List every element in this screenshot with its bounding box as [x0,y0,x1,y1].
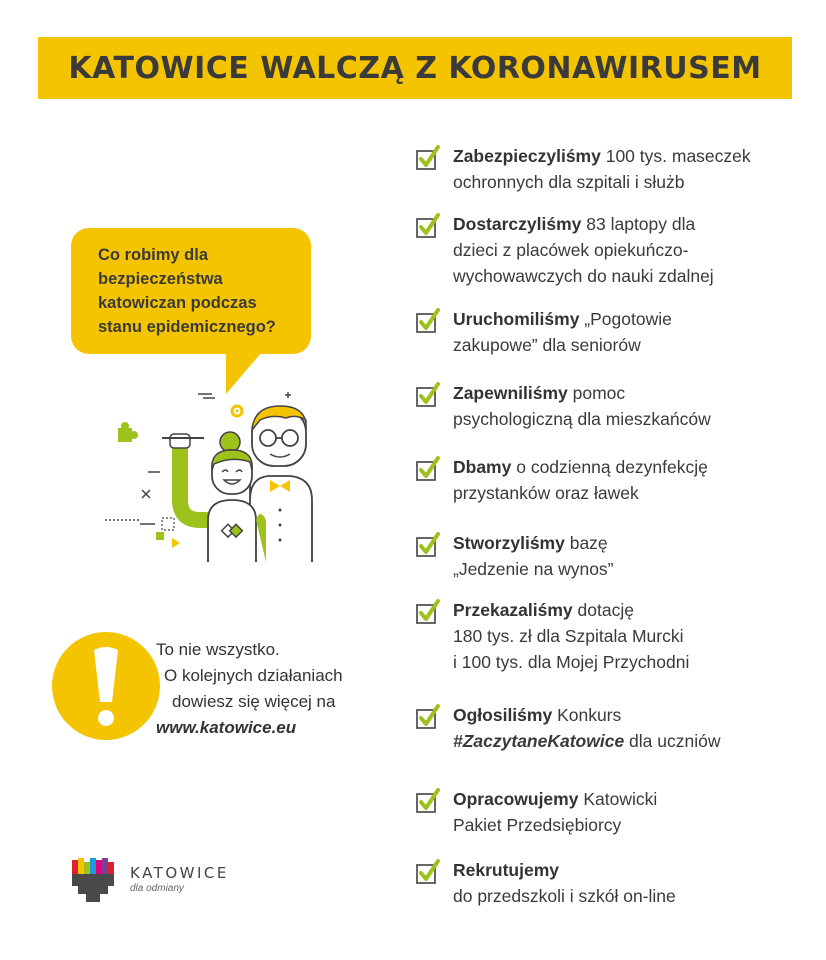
item-text: zakupowe” dla seniorów [453,335,641,355]
item-lead: Przekazaliśmy [453,600,573,620]
bubble-line: stanu epidemicznego? [98,318,276,336]
checkbox-check-icon [415,308,441,334]
item-lead: Rekrutujemy [453,860,560,880]
item-text: 100 tys. maseczek [600,146,751,166]
item-text: o codzienną dezynfekcję [511,457,708,477]
item-text: bazę [564,533,608,553]
checkbox-check-icon [415,704,441,730]
item-text: „Jedzenie na wynos” [453,559,614,579]
checkbox-check-icon [415,599,441,625]
item-text: ochronnych dla szpitali i służb [453,172,685,192]
item-text: do przedszkoli i szkół on-line [453,886,676,906]
hashtag: #ZaczytaneKatowice [453,731,625,751]
item-text: dzieci z placówek opiekuńczo- [453,240,689,260]
item-text: dotację [572,600,634,620]
item-text: Katowicki [578,789,658,809]
item-lead: Zabezpieczyliśmy [453,146,601,166]
checkbox-check-icon [415,213,441,239]
item-text: „Pogotowie [579,309,672,329]
more-line: dowiesz się więcej na [172,692,336,711]
bubble-line: katowiczan podczas [98,294,257,312]
item-lead: Uruchomiliśmy [453,309,580,329]
more-line: O kolejnych działaniach [164,666,343,685]
item-text: 180 tys. zł dla Szpitala Murcki [453,626,684,646]
checkbox-check-icon [415,456,441,482]
item-text: i 100 tys. dla Mojej Przychodni [453,652,690,672]
website-link[interactable]: www.katowice.eu [156,718,297,737]
item-lead: Dbamy [453,457,512,477]
bubble-line: bezpieczeństwa [98,270,223,288]
item-lead: Stworzyliśmy [453,533,565,553]
item-lead: Dostarczyliśmy [453,214,582,234]
item-text: psychologiczną dla mieszkańców [453,409,711,429]
bubble-line: Co robimy dla [98,246,209,264]
page-title: KATOWICE WALCZĄ Z KORONAWIRUSEM [68,50,762,86]
checkbox-check-icon [415,382,441,408]
checkbox-check-icon [415,532,441,558]
checkbox-check-icon [415,859,441,885]
logo-tagline: dla odmiany [130,883,184,894]
item-text: 83 laptopy dla [581,214,696,234]
checkbox-check-icon [415,788,441,814]
item-text: Pakiet Przedsiębiorcy [453,815,622,835]
item-lead: Opracowujemy [453,789,579,809]
item-text: dla uczniów [624,731,721,751]
more-line: To nie wszystko. [156,640,280,659]
item-lead: Zapewniliśmy [453,383,568,403]
item-lead: Ogłosiliśmy [453,705,553,725]
logo-name: KATOWICE [130,864,229,882]
item-text: przystanków oraz ławek [453,483,639,503]
checkbox-check-icon [415,145,441,171]
item-text: wychowawczych do nauki zdalnej [453,266,714,286]
item-text: Konkurs [552,705,622,725]
item-text: pomoc [567,383,626,403]
